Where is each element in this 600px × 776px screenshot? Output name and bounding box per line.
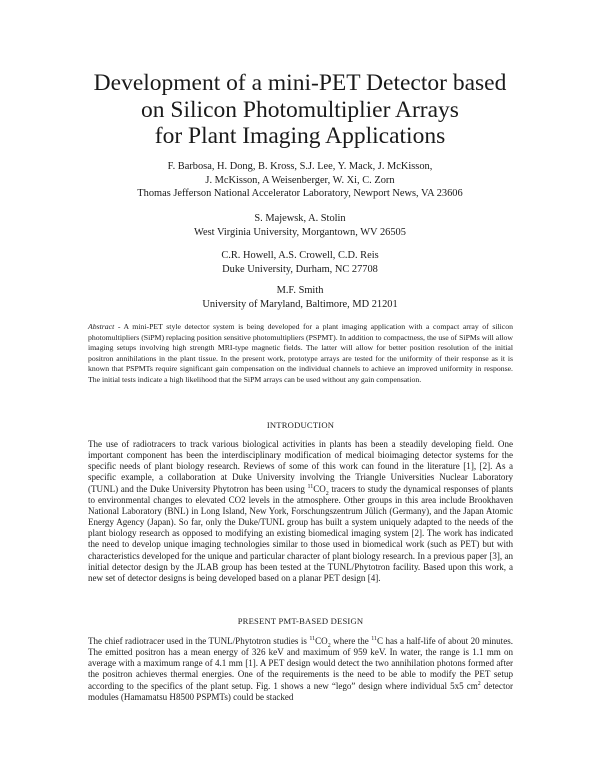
author-line: F. Barbosa, H. Dong, B. Kross, S.J. Lee, Y. Mack, J. McKisson,	[167, 161, 433, 172]
title-line: on Silicon Photomultiplier Arrays	[141, 96, 459, 123]
paragraph-text: detector modules (Hamamatsu H8500 PSPMTs) could be stacked	[88, 680, 513, 702]
affiliation-jlab	[80, 160, 520, 201]
subscript: 2	[325, 490, 329, 497]
paragraph-text: C has a half-life of about 20 minutes. The emitted positron has a mean energy of 326 keV and maximum of 959 keV. In water, the range is 1.1 mm on average with a maximum range of 4.1 mm [1]. A PET design would detect the two annihilation photons formed after the positron achieves thermal energies. One of the requirements is the need to be able to modify the PET setup according to the specifics of the plant setup. Fig. 1 shows a new “lego” design where individual 5x5 cm	[88, 636, 513, 691]
institution-line: Duke University, Durham, NC 27708	[222, 263, 378, 275]
institution-line: Thomas Jefferson National Accelerator Laboratory, Newport News, VA 23606	[137, 188, 463, 199]
superscript: 11	[307, 483, 314, 490]
institution-line: West Virginia University, Morgantown, WV 26505	[194, 226, 406, 238]
paragraph-text: where the	[330, 636, 372, 646]
author-line: C.R. Howell, A.S. Crowell, C.D. Reis	[221, 250, 379, 261]
title-line: Development of a mini-PET Detector based	[93, 70, 507, 96]
abstract	[88, 322, 513, 386]
institution-line: University of Maryland, Baltimore, MD 21201	[202, 298, 398, 310]
abstract-text: - A mini-PET style detector system is being developed for a plant imaging application with a compact array of silicon photomultipliers (SiPM) replacing position sensitive photomultipliers (PSPMT). In addition to compactness, the use of SiPMs will allow imaging setups involving high strength MRI-type magnetic fields. The latter will allow for better position resolution of the initial positron annihilations in the plant tissue. In the present work, prototype arrays are tested for the uniformity of their response as it is known that PSPMTs require significant gain compensation on the individual channels to achieve an improved uniformity in response. The initial tests indicate a high likelihood that the SiPM arrays can be used without any gain compensation.	[88, 322, 513, 384]
author-line: J. McKisson, A Weisenberger, W. Xi, C. Zorn	[205, 174, 395, 186]
title-line: for Plant Imaging Applications	[154, 123, 446, 149]
present-design-paragraph	[88, 636, 513, 703]
paragraph-text: tracers to study the dynamical responses of plants to environmental changes to elevated CO2 levels in the atmosphere. Other groups in this area include Brookhaven National Laboratory (BNL) in Long Island, New York, Forschungszentrum Jülich (Germany), and the Japan Atomic Energy Agency (Japan). So far, only the Duke/TUNL group has built a system uniquely adapted to the needs of the plant biology research as opposed to modifying an existing biomedical imaging system [2]. The work has indicated the need to develop unique imaging technologies similar to those used in biomedical work (such as PET) but with characteristics developed for the unique and particular character of plant biology research. In a previous paper [3], an initial detector design by the JLAB group has been tested at the TUNL/Phytotron facility. Based upon this work, a new set of detector designs is being developed based on a planar PET design [4].	[88, 483, 513, 583]
affiliation-wvu	[80, 212, 520, 239]
paragraph-text: CO	[315, 636, 328, 646]
author-line: S. Majewsk, A. Stolin	[254, 213, 346, 224]
paragraph-text: The chief radiotracer used in the TUNL/Phytotron studies is	[88, 636, 310, 646]
affiliation-umd	[80, 284, 520, 311]
section-heading-present-design: PRESENT PMT-BASED DESIGN	[237, 616, 364, 626]
paper-title	[60, 70, 540, 150]
subscript: 2	[327, 642, 331, 649]
paragraph-text: CO	[313, 483, 326, 494]
introduction-paragraph	[88, 439, 513, 584]
superscript: 11	[309, 635, 316, 642]
superscript: 11	[371, 635, 378, 642]
abstract-label: Abstract	[88, 322, 115, 331]
section-heading-introduction: INTRODUCTION	[266, 420, 335, 430]
superscript: 2	[477, 680, 481, 687]
paragraph-text: The use of radiotracers to track various biological activities in plants has been a steadily developing field. One important component has been the interdisciplinary modification of medical bioimaging detector systems for the specific needs of plant biology research. Reviews of some of this work can found in the literature [1], [2]. As a specific example, a collaboration at Duke University involving the Triangle Universities Nuclear Laboratory (TUNL) and the Duke University Phytotron has been using	[88, 439, 513, 494]
author-line: M.F. Smith	[276, 285, 324, 296]
affiliation-duke	[80, 249, 520, 276]
